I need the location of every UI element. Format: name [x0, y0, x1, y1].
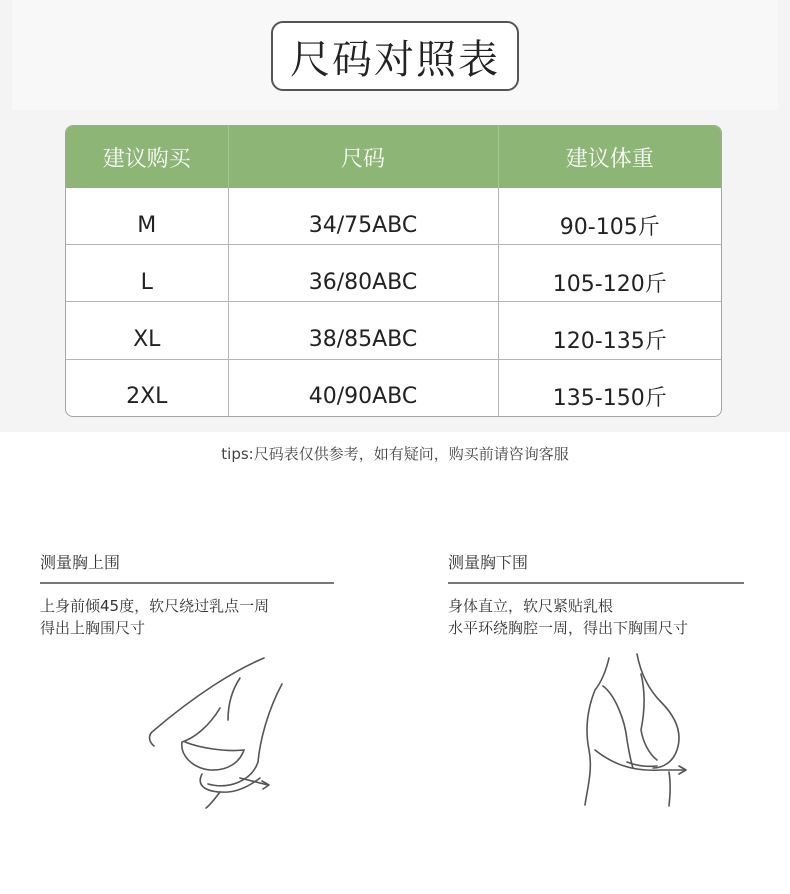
cell-size-label: M	[66, 188, 228, 245]
size-chart-table	[65, 125, 722, 417]
divider	[448, 582, 744, 584]
table-row	[66, 188, 721, 245]
cell-bra-size: 34/75ABC	[228, 188, 498, 245]
measure-upper-section	[40, 550, 334, 639]
cell-weight: 90-105斤	[559, 214, 660, 240]
measure-lower-section	[448, 550, 744, 639]
cell-size-label: L	[66, 245, 228, 302]
table-row	[66, 245, 721, 302]
measure-upper-desc-line2: 得出上胸围尺寸	[40, 619, 146, 637]
header-suggested-weight: 建议体重	[498, 126, 721, 188]
table-row	[66, 359, 721, 416]
cell-bra-size: 36/80ABC	[228, 245, 498, 302]
divider	[40, 582, 334, 584]
page-title: 尺码对照表	[271, 21, 519, 91]
cell-weight: 120-135斤	[498, 302, 721, 359]
standing-torso-illustration	[575, 650, 700, 810]
cell-size-label: 2XL	[66, 359, 228, 416]
table-row	[66, 302, 721, 359]
measure-upper-title: 测量胸上围	[40, 553, 121, 572]
measure-lower-desc-line2: 水平环绕胸腔一周，得出下胸围尺寸	[448, 619, 689, 637]
table-header-row	[66, 126, 721, 188]
measure-upper-desc	[40, 595, 334, 639]
cell-bra-size: 38/85ABC	[228, 302, 498, 359]
measure-lower-desc	[448, 595, 744, 639]
header-size: 尺码	[228, 126, 498, 188]
cell-size-label: XL	[66, 302, 228, 359]
cell-bra-size: 40/90ABC	[228, 359, 498, 416]
leaning-torso-illustration	[140, 650, 300, 810]
cell-weight: 135-150斤	[498, 359, 721, 416]
measure-lower-title: 测量胸下围	[448, 553, 529, 572]
cell-weight: 105-120斤	[498, 245, 721, 302]
measure-upper-desc-line1: 上身前倾45度，软尺绕过乳点一周	[40, 597, 270, 615]
measure-lower-desc-line1: 身体直立，软尺紧贴乳根	[448, 597, 614, 615]
header-suggested-buy: 建议购买	[66, 126, 228, 188]
tips-note: tips:尺码表仅供参考，如有疑问，购买前请咨询客服	[221, 445, 569, 463]
